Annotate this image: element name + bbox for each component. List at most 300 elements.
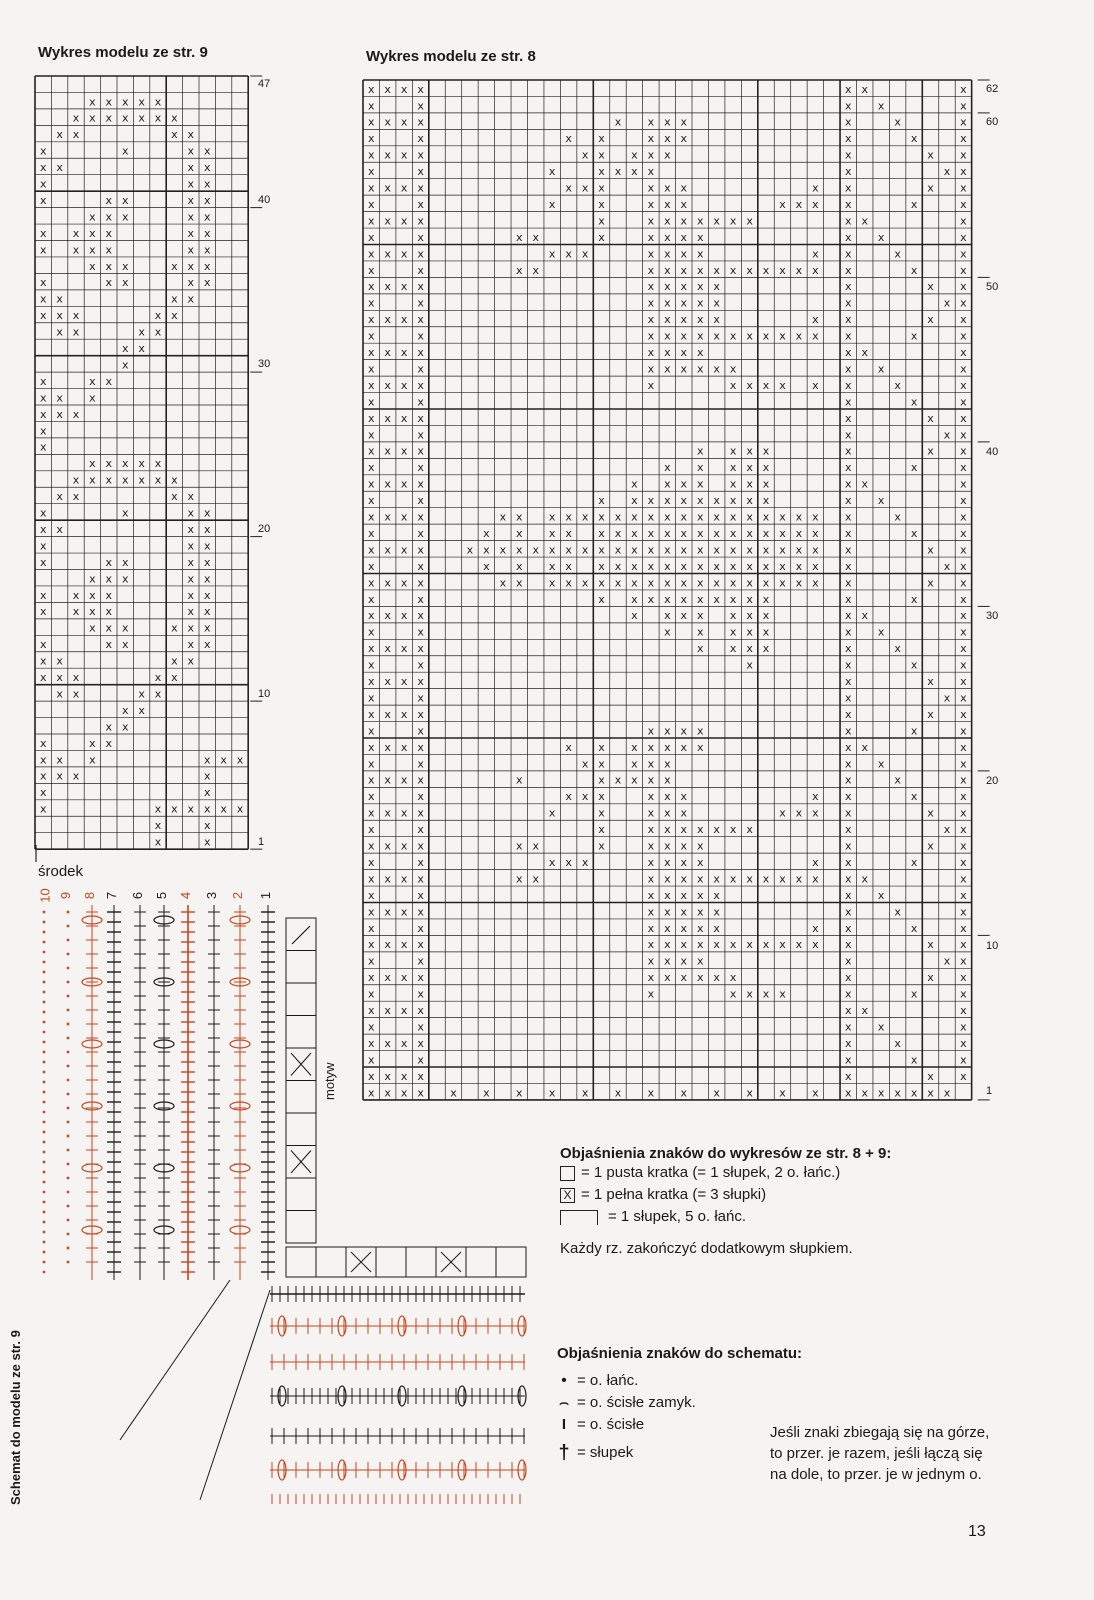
x-mark: x	[960, 921, 967, 935]
x-mark: x	[516, 510, 523, 524]
chain-dot	[43, 1121, 46, 1124]
x-mark: x	[367, 444, 375, 458]
x-mark: x	[877, 625, 885, 639]
x-mark: x	[960, 346, 967, 360]
x-mark: x	[39, 654, 47, 668]
x-mark: x	[696, 296, 704, 310]
x-mark: x	[960, 823, 967, 837]
x-mark: x	[417, 971, 424, 985]
x-mark: x	[812, 872, 819, 886]
x-mark: x	[187, 144, 195, 158]
x-mark: x	[664, 806, 671, 820]
chain-dot	[67, 939, 70, 942]
x-mark: x	[960, 971, 967, 985]
x-mark: x	[581, 543, 589, 557]
x-mark: x	[39, 144, 47, 158]
x-mark: x	[746, 625, 753, 639]
x-mark: x	[861, 872, 868, 886]
x-mark: x	[877, 1020, 885, 1034]
x-mark: x	[647, 165, 655, 179]
x-mark: x	[729, 625, 737, 639]
x-mark: x	[56, 490, 63, 504]
x-mark: x	[664, 296, 671, 310]
leaf-cluster	[338, 1386, 346, 1406]
x-mark: x	[417, 181, 424, 195]
x-mark: x	[664, 329, 671, 343]
x-mark: x	[960, 707, 967, 721]
right-tick-30: 30	[986, 610, 999, 622]
x-mark: x	[696, 954, 704, 968]
x-mark: x	[664, 477, 671, 491]
x-mark: x	[713, 214, 720, 228]
x-mark: x	[845, 1069, 852, 1083]
x-mark: x	[680, 197, 688, 211]
x-mark: x	[187, 555, 195, 569]
x-mark: x	[56, 292, 63, 306]
center-label: środek	[38, 863, 84, 880]
x-mark: x	[927, 444, 934, 458]
x-mark: x	[121, 473, 129, 487]
x-mark: x	[894, 905, 901, 919]
x-mark: x	[696, 625, 704, 639]
chain-dot	[67, 995, 70, 998]
x-mark: x	[779, 938, 786, 952]
x-mark: x	[960, 494, 967, 508]
motif-square	[376, 1247, 406, 1277]
x-mark: x	[598, 132, 605, 146]
x-mark: x	[631, 592, 638, 606]
slip-stitch-icon: ⌢	[559, 1394, 569, 1411]
leaf-cluster	[458, 1460, 466, 1480]
x-mark: x	[581, 510, 589, 524]
x-mark: x	[713, 526, 720, 540]
x-mark: x	[400, 115, 408, 129]
x-mark: x	[400, 938, 408, 952]
x-mark: x	[943, 691, 951, 705]
x-mark: x	[367, 494, 375, 508]
x-mark: x	[960, 855, 967, 869]
x-mark: x	[598, 214, 605, 228]
leaf-cluster	[278, 1316, 286, 1336]
x-mark: x	[680, 592, 688, 606]
x-mark: x	[746, 592, 753, 606]
chain-dot	[43, 1271, 46, 1274]
x-mark: x	[960, 773, 967, 787]
x-mark: x	[417, 444, 424, 458]
x-mark: x	[960, 411, 967, 425]
x-mark: x	[845, 477, 852, 491]
x-mark: x	[187, 588, 195, 602]
motif-label: motyw	[322, 1062, 337, 1100]
x-mark: x	[845, 757, 852, 771]
x-mark: x	[894, 510, 901, 524]
x-mark: x	[861, 346, 868, 360]
x-mark: x	[746, 510, 753, 524]
x-mark: x	[417, 263, 424, 277]
x-mark: x	[647, 132, 655, 146]
x-mark: x	[664, 132, 671, 146]
x-mark: x	[72, 671, 80, 685]
x-mark: x	[877, 362, 885, 376]
x-mark: x	[795, 263, 803, 277]
chain-dot	[67, 925, 70, 928]
x-mark: x	[384, 82, 391, 96]
x-mark: x	[664, 576, 671, 590]
x-mark: x	[367, 1004, 375, 1018]
single-crochet-icon: I	[561, 1416, 567, 1433]
x-mark: x	[89, 605, 96, 619]
x-mark: x	[384, 1069, 391, 1083]
leaf-cluster	[82, 1164, 102, 1172]
chain-dot	[43, 1251, 46, 1254]
legend-charts	[560, 1145, 1000, 1257]
x-mark: x	[203, 210, 211, 224]
leaf-cluster	[154, 916, 174, 924]
x-mark: x	[105, 95, 113, 109]
x-mark: x	[400, 1036, 408, 1050]
x-mark: x	[417, 99, 424, 113]
x-mark: x	[680, 872, 688, 886]
x-mark: x	[845, 609, 852, 623]
x-mark: x	[861, 214, 868, 228]
x-mark: x	[367, 823, 375, 837]
x-mark: x	[417, 559, 424, 573]
x-mark: x	[105, 588, 113, 602]
x-mark: x	[845, 543, 852, 557]
x-mark: x	[39, 802, 47, 816]
x-mark: x	[548, 165, 556, 179]
x-mark: x	[680, 543, 688, 557]
legend-filled-square	[560, 1184, 1000, 1206]
x-mark: x	[154, 819, 162, 833]
x-mark: x	[203, 161, 211, 175]
motif-square	[286, 1081, 316, 1114]
x-mark: x	[960, 428, 967, 442]
x-mark: x	[614, 773, 622, 787]
x-mark: x	[647, 559, 655, 573]
x-mark: x	[647, 526, 655, 540]
x-mark: x	[877, 99, 885, 113]
x-mark: x	[417, 576, 424, 590]
chain-dot	[67, 1051, 70, 1054]
x-mark: x	[664, 740, 671, 754]
x-mark: x	[664, 823, 671, 837]
x-mark: x	[367, 724, 375, 738]
x-mark: x	[696, 559, 704, 573]
left-tick-40: 40	[258, 194, 271, 206]
x-mark: x	[713, 1086, 720, 1100]
x-mark: x	[664, 888, 671, 902]
x-mark: x	[417, 148, 424, 162]
x-mark: x	[696, 872, 704, 886]
x-mark: x	[39, 424, 47, 438]
x-mark: x	[664, 510, 671, 524]
chain-dot	[43, 961, 46, 964]
x-mark: x	[417, 477, 424, 491]
x-mark: x	[664, 526, 671, 540]
x-mark: x	[614, 1086, 622, 1100]
x-mark: x	[647, 197, 655, 211]
x-mark: x	[927, 1086, 934, 1100]
x-mark: x	[713, 592, 720, 606]
x-mark: x	[845, 1020, 852, 1034]
x-mark: x	[845, 773, 852, 787]
x-mark: x	[696, 526, 704, 540]
x-mark: x	[680, 214, 688, 228]
x-mark: x	[845, 99, 852, 113]
x-mark: x	[367, 543, 375, 557]
x-mark: x	[614, 115, 622, 129]
motif-cross	[441, 1252, 461, 1272]
x-mark: x	[203, 588, 211, 602]
leaf-cluster	[154, 1226, 174, 1234]
chain-dot	[67, 1205, 70, 1208]
x-mark: x	[466, 543, 474, 557]
x-mark: x	[598, 740, 605, 754]
x-mark: x	[203, 259, 211, 273]
x-mark: x	[910, 1053, 918, 1067]
x-mark: x	[647, 296, 655, 310]
x-mark: x	[417, 987, 424, 1001]
x-mark: x	[647, 740, 655, 754]
x-mark: x	[598, 230, 605, 244]
x-mark: x	[367, 82, 375, 96]
x-mark: x	[762, 872, 770, 886]
x-mark: x	[960, 329, 967, 343]
x-mark: x	[894, 115, 901, 129]
leaf-cluster	[398, 1316, 406, 1336]
chain-dot	[67, 953, 70, 956]
x-mark: x	[729, 494, 737, 508]
chain-dot	[43, 1111, 46, 1114]
x-mark: x	[367, 839, 375, 853]
motif-square	[346, 1247, 376, 1277]
x-mark: x	[105, 374, 113, 388]
x-mark: x	[664, 938, 671, 952]
x-mark: x	[89, 572, 96, 586]
x-mark: x	[696, 905, 704, 919]
x-mark: x	[746, 576, 753, 590]
x-mark: x	[680, 1086, 688, 1100]
x-mark: x	[680, 855, 688, 869]
x-mark: x	[647, 592, 655, 606]
x-mark: x	[154, 95, 162, 109]
leaf-cluster	[230, 978, 250, 986]
x-mark: x	[39, 638, 47, 652]
x-mark: x	[72, 407, 80, 421]
x-mark: x	[105, 638, 113, 652]
x-mark: x	[187, 259, 195, 273]
x-mark: x	[138, 457, 145, 471]
x-mark: x	[696, 724, 704, 738]
legend-schema-note: Jeśli znaki zbiegają się na górze, to przer. je razem, jeśli łączą się na dole, to przer. je w jednym o.	[770, 1424, 990, 1483]
x-mark: x	[960, 576, 967, 590]
x-mark: x	[598, 526, 605, 540]
x-mark: x	[154, 473, 162, 487]
x-mark: x	[581, 181, 589, 195]
x-mark: x	[565, 510, 572, 524]
chain-dot	[67, 911, 70, 914]
x-mark: x	[779, 576, 786, 590]
x-mark: x	[680, 921, 688, 935]
x-mark: x	[203, 621, 211, 635]
x-mark: x	[647, 987, 655, 1001]
x-mark: x	[647, 543, 655, 557]
x-mark: x	[960, 181, 967, 195]
x-mark: x	[384, 115, 391, 129]
chain-dot	[67, 1023, 70, 1026]
x-mark: x	[812, 181, 819, 195]
x-mark: x	[960, 938, 967, 952]
x-mark: x	[548, 806, 556, 820]
x-mark: x	[203, 819, 211, 833]
x-mark: x	[845, 938, 852, 952]
x-mark: x	[960, 477, 967, 491]
x-mark: x	[845, 378, 852, 392]
x-mark: x	[762, 510, 770, 524]
x-mark: x	[680, 888, 688, 902]
chain-dot	[43, 1011, 46, 1014]
chain-dot	[43, 1041, 46, 1044]
x-mark: x	[400, 905, 408, 919]
x-mark: x	[203, 193, 211, 207]
motif-square	[286, 1211, 316, 1244]
right-chart-title: Wykres modelu ze str. 8	[366, 48, 536, 65]
x-mark: x	[746, 658, 753, 672]
x-mark: x	[631, 740, 638, 754]
chain-dot	[67, 967, 70, 970]
x-mark: x	[762, 263, 770, 277]
legend-wide-square	[560, 1206, 1000, 1228]
x-mark: x	[845, 872, 852, 886]
x-mark: x	[72, 769, 80, 783]
x-mark: x	[910, 263, 918, 277]
x-mark: x	[384, 971, 391, 985]
x-mark: x	[417, 362, 424, 376]
x-mark: x	[187, 276, 195, 290]
chain-dot	[67, 1135, 70, 1138]
x-mark: x	[39, 786, 47, 800]
x-mark: x	[960, 625, 967, 639]
x-mark: x	[565, 181, 572, 195]
x-mark: x	[845, 214, 852, 228]
x-mark: x	[400, 247, 408, 261]
motif-cross	[291, 1053, 311, 1076]
x-mark: x	[680, 181, 688, 195]
x-mark: x	[713, 296, 720, 310]
x-mark: x	[417, 1069, 424, 1083]
left-tick-10: 10	[258, 688, 271, 700]
x-mark: x	[598, 494, 605, 508]
x-mark: x	[417, 691, 424, 705]
x-mark: x	[56, 161, 63, 175]
x-mark: x	[845, 296, 852, 310]
chain-dot	[67, 1121, 70, 1124]
x-mark: x	[367, 477, 375, 491]
x-mark: x	[220, 802, 227, 816]
x-mark: x	[581, 247, 589, 261]
x-mark: x	[105, 243, 113, 257]
x-mark: x	[664, 494, 671, 508]
x-mark: x	[367, 510, 375, 524]
x-mark: x	[960, 115, 967, 129]
x-mark: x	[845, 971, 852, 985]
x-mark: x	[203, 226, 211, 240]
x-mark: x	[417, 247, 424, 261]
x-mark: x	[680, 790, 688, 804]
chain-dot	[43, 931, 46, 934]
x-mark: x	[696, 494, 704, 508]
x-mark: x	[713, 263, 720, 277]
leaf-cluster	[82, 1102, 102, 1110]
x-mark: x	[105, 457, 113, 471]
x-mark: x	[417, 526, 424, 540]
x-mark: x	[729, 823, 737, 837]
x-mark: x	[581, 855, 589, 869]
x-mark: x	[417, 855, 424, 869]
x-mark: x	[696, 592, 704, 606]
chain-dot	[43, 991, 46, 994]
x-mark: x	[746, 872, 753, 886]
x-mark: x	[121, 572, 129, 586]
x-mark: x	[121, 95, 129, 109]
x-mark: x	[400, 642, 408, 656]
x-mark: x	[910, 329, 918, 343]
x-mark: x	[779, 559, 786, 573]
x-mark: x	[647, 790, 655, 804]
left-tick-20: 20	[258, 523, 271, 535]
chain-dot	[43, 1141, 46, 1144]
x-mark: x	[614, 526, 622, 540]
schema-side-title: Schemat do modelu ze str. 9	[8, 1330, 23, 1505]
x-mark: x	[696, 855, 704, 869]
x-mark: x	[516, 230, 523, 244]
x-mark: x	[960, 543, 967, 557]
x-mark: x	[171, 111, 178, 125]
x-mark: x	[367, 148, 375, 162]
x-mark: x	[400, 839, 408, 853]
x-mark: x	[581, 576, 589, 590]
x-mark: x	[581, 148, 589, 162]
x-mark: x	[779, 329, 786, 343]
x-mark: x	[960, 1036, 967, 1050]
x-mark: x	[845, 461, 852, 475]
x-mark: x	[647, 888, 655, 902]
leaf-cluster	[398, 1386, 406, 1406]
x-mark: x	[762, 592, 770, 606]
x-mark: x	[664, 230, 671, 244]
x-mark: x	[105, 111, 113, 125]
chain-dot	[43, 911, 46, 914]
x-mark: x	[105, 720, 113, 734]
x-mark: x	[203, 572, 211, 586]
x-mark: x	[417, 806, 424, 820]
x-mark: x	[598, 559, 605, 573]
x-mark: x	[39, 671, 47, 685]
x-mark: x	[713, 329, 720, 343]
x-mark: x	[483, 1086, 490, 1100]
left-tick-1: 1	[258, 836, 265, 848]
x-mark: x	[400, 609, 408, 623]
x-mark: x	[696, 642, 704, 656]
x-mark: x	[960, 609, 967, 623]
x-mark: x	[171, 671, 178, 685]
x-mark: x	[960, 1069, 967, 1083]
x-mark: x	[121, 276, 129, 290]
x-mark: x	[845, 707, 852, 721]
x-mark: x	[845, 362, 852, 376]
x-mark: x	[384, 642, 391, 656]
